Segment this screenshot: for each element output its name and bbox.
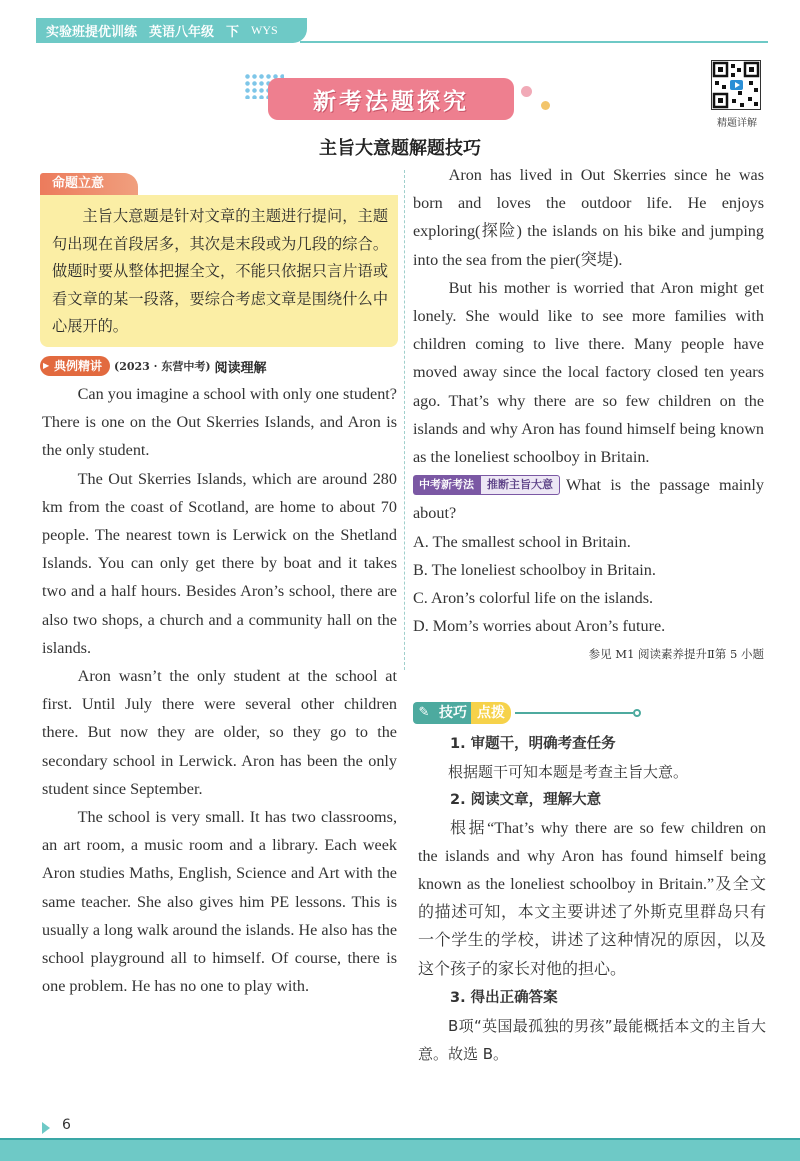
tip-step-text: B项“英国最孤独的男孩”最能概括本文的主旨大意。故选 B。 xyxy=(418,1017,766,1064)
example-source: (2023 · 东营中考) xyxy=(114,360,211,373)
subject-grade: 英语八年级 xyxy=(149,25,215,40)
tips-label: 技巧 xyxy=(435,702,471,724)
example-type: 阅读理解 xyxy=(214,360,267,376)
volume-label: 下 xyxy=(226,25,240,40)
passage-paragraph: Aron wasn’t the only student at the school at first. Until July there were several other children there. But now they are older, so they go to the secondary school in Lerwick. Aron has been the only student since September. xyxy=(42,667,397,798)
passage-left-column xyxy=(42,380,397,1000)
question-stem-line xyxy=(413,471,764,527)
page-subtitle: 主旨大意题解题技巧 xyxy=(319,138,481,159)
question-type-tag: 推断主旨大意 xyxy=(480,475,560,495)
passage-paragraph: But his mother is worried that Aron might get lonely. She would like to see more families with children coming to live there. Many people have moved away since the local factory closed ten years ago. That’s why there are so few children on the islands and why Aron has found himself being known as the loneliest schoolboy in Britain. xyxy=(413,278,764,467)
footer-bar xyxy=(0,1140,800,1161)
tips-heading xyxy=(413,702,641,724)
running-header xyxy=(36,18,307,43)
column-divider xyxy=(404,170,405,670)
series-name: 实验班提优训练 xyxy=(46,25,138,40)
qr-caption: 精题详解 xyxy=(717,118,757,129)
passage-paragraph: Can you imagine a school with only one student? There is one on the Out Skerries Islands, and Aron is the only student. xyxy=(42,385,397,460)
tips-body xyxy=(418,730,766,1068)
decorative-circle xyxy=(541,101,550,110)
option-c: C. Aron’s colorful life on the islands. xyxy=(413,589,654,608)
example-heading xyxy=(40,356,267,376)
tip-step-title: 3. 得出正确答案 xyxy=(450,989,558,1006)
question-reference: 参见 M1 阅读素养提升Ⅱ第 5 小题 xyxy=(588,647,764,662)
tips-rule-end xyxy=(633,709,641,717)
option-a: A. The smallest school in Britain. xyxy=(413,532,631,551)
purpose-text: 主旨大意题是针对文章的主题进行提问，主题句出现在首段居多，其次是末段或为几段的综合。做题时要从整体把握全文，不能只依据只言片语或看文章的某一段落，要综合考虑文章是围绕什么中心展开的。 xyxy=(52,207,388,335)
tip-step-text: 根据“That’s why there are so few children on the islands and why Aron has found himself being known as the loneliest schoolboy in Britain.”及全文的描述可知，本文主要讲述了外斯克里群岛只有一个学生的学校，讲述了这种情况的原因，以及这个孩子的家长对他的担心。 xyxy=(418,819,766,978)
qr-code-icon[interactable] xyxy=(711,60,761,110)
purpose-tag: 命题立意 xyxy=(40,173,138,195)
tip-step-title: 1. 审题干，明确考查任务 xyxy=(450,736,616,752)
question-stem: What is the passage mainly about? xyxy=(413,476,764,523)
tip-step-text: 根据题干可知本题是考查主旨大意。 xyxy=(448,763,689,782)
page-number: 6 xyxy=(62,1117,71,1133)
option-d: D. Mom’s worries about Aron’s future. xyxy=(413,617,666,636)
tip-step-title: 2. 阅读文章，理解大意 xyxy=(450,792,602,809)
passage-right-column xyxy=(413,161,764,666)
passage-paragraph: Aron has lived in Out Skerries since he was born and loves the outdoor life. He enjoys exploring(探险) the islands on his bike and jumping into the sea from the pier(突堤). xyxy=(413,166,764,269)
tips-rule xyxy=(515,712,633,714)
page-marker-icon xyxy=(42,1122,50,1134)
decorative-circle xyxy=(521,86,532,97)
section-title: 新考法题探究 xyxy=(268,78,514,120)
passage-paragraph: The Out Skerries Islands, which are around 280 km from the coast of Scotland, are home to about 70 people. The nearest town is Lerwick on the Shetland Islands. You can only get there by boat and it takes two and a half hours. Besides Aron’s school, there are also two shops, a church and a community hall on the islands. xyxy=(42,469,397,657)
tips-label-highlight: 点拨 xyxy=(471,702,511,724)
purpose-box xyxy=(40,195,398,347)
question-tag: 中考新考法 xyxy=(413,475,480,495)
edition-label: WYS xyxy=(251,23,278,37)
header-rule xyxy=(300,41,768,43)
example-tag: ▶ 典例精讲 xyxy=(40,356,110,376)
pencil-icon: ✎ xyxy=(413,702,435,724)
passage-paragraph: The school is very small. It has two classrooms, an art room, a music room and a library. Each week Aron studies Maths, English, Science and Art with the same teacher. She also gives him PE lessons. This is usually a long walk around the islands. He also has the school playground all to himself. Of course, there is one problem. He has no one to play with. xyxy=(42,808,397,996)
option-b: B. The loneliest schoolboy in Britain. xyxy=(413,560,656,579)
